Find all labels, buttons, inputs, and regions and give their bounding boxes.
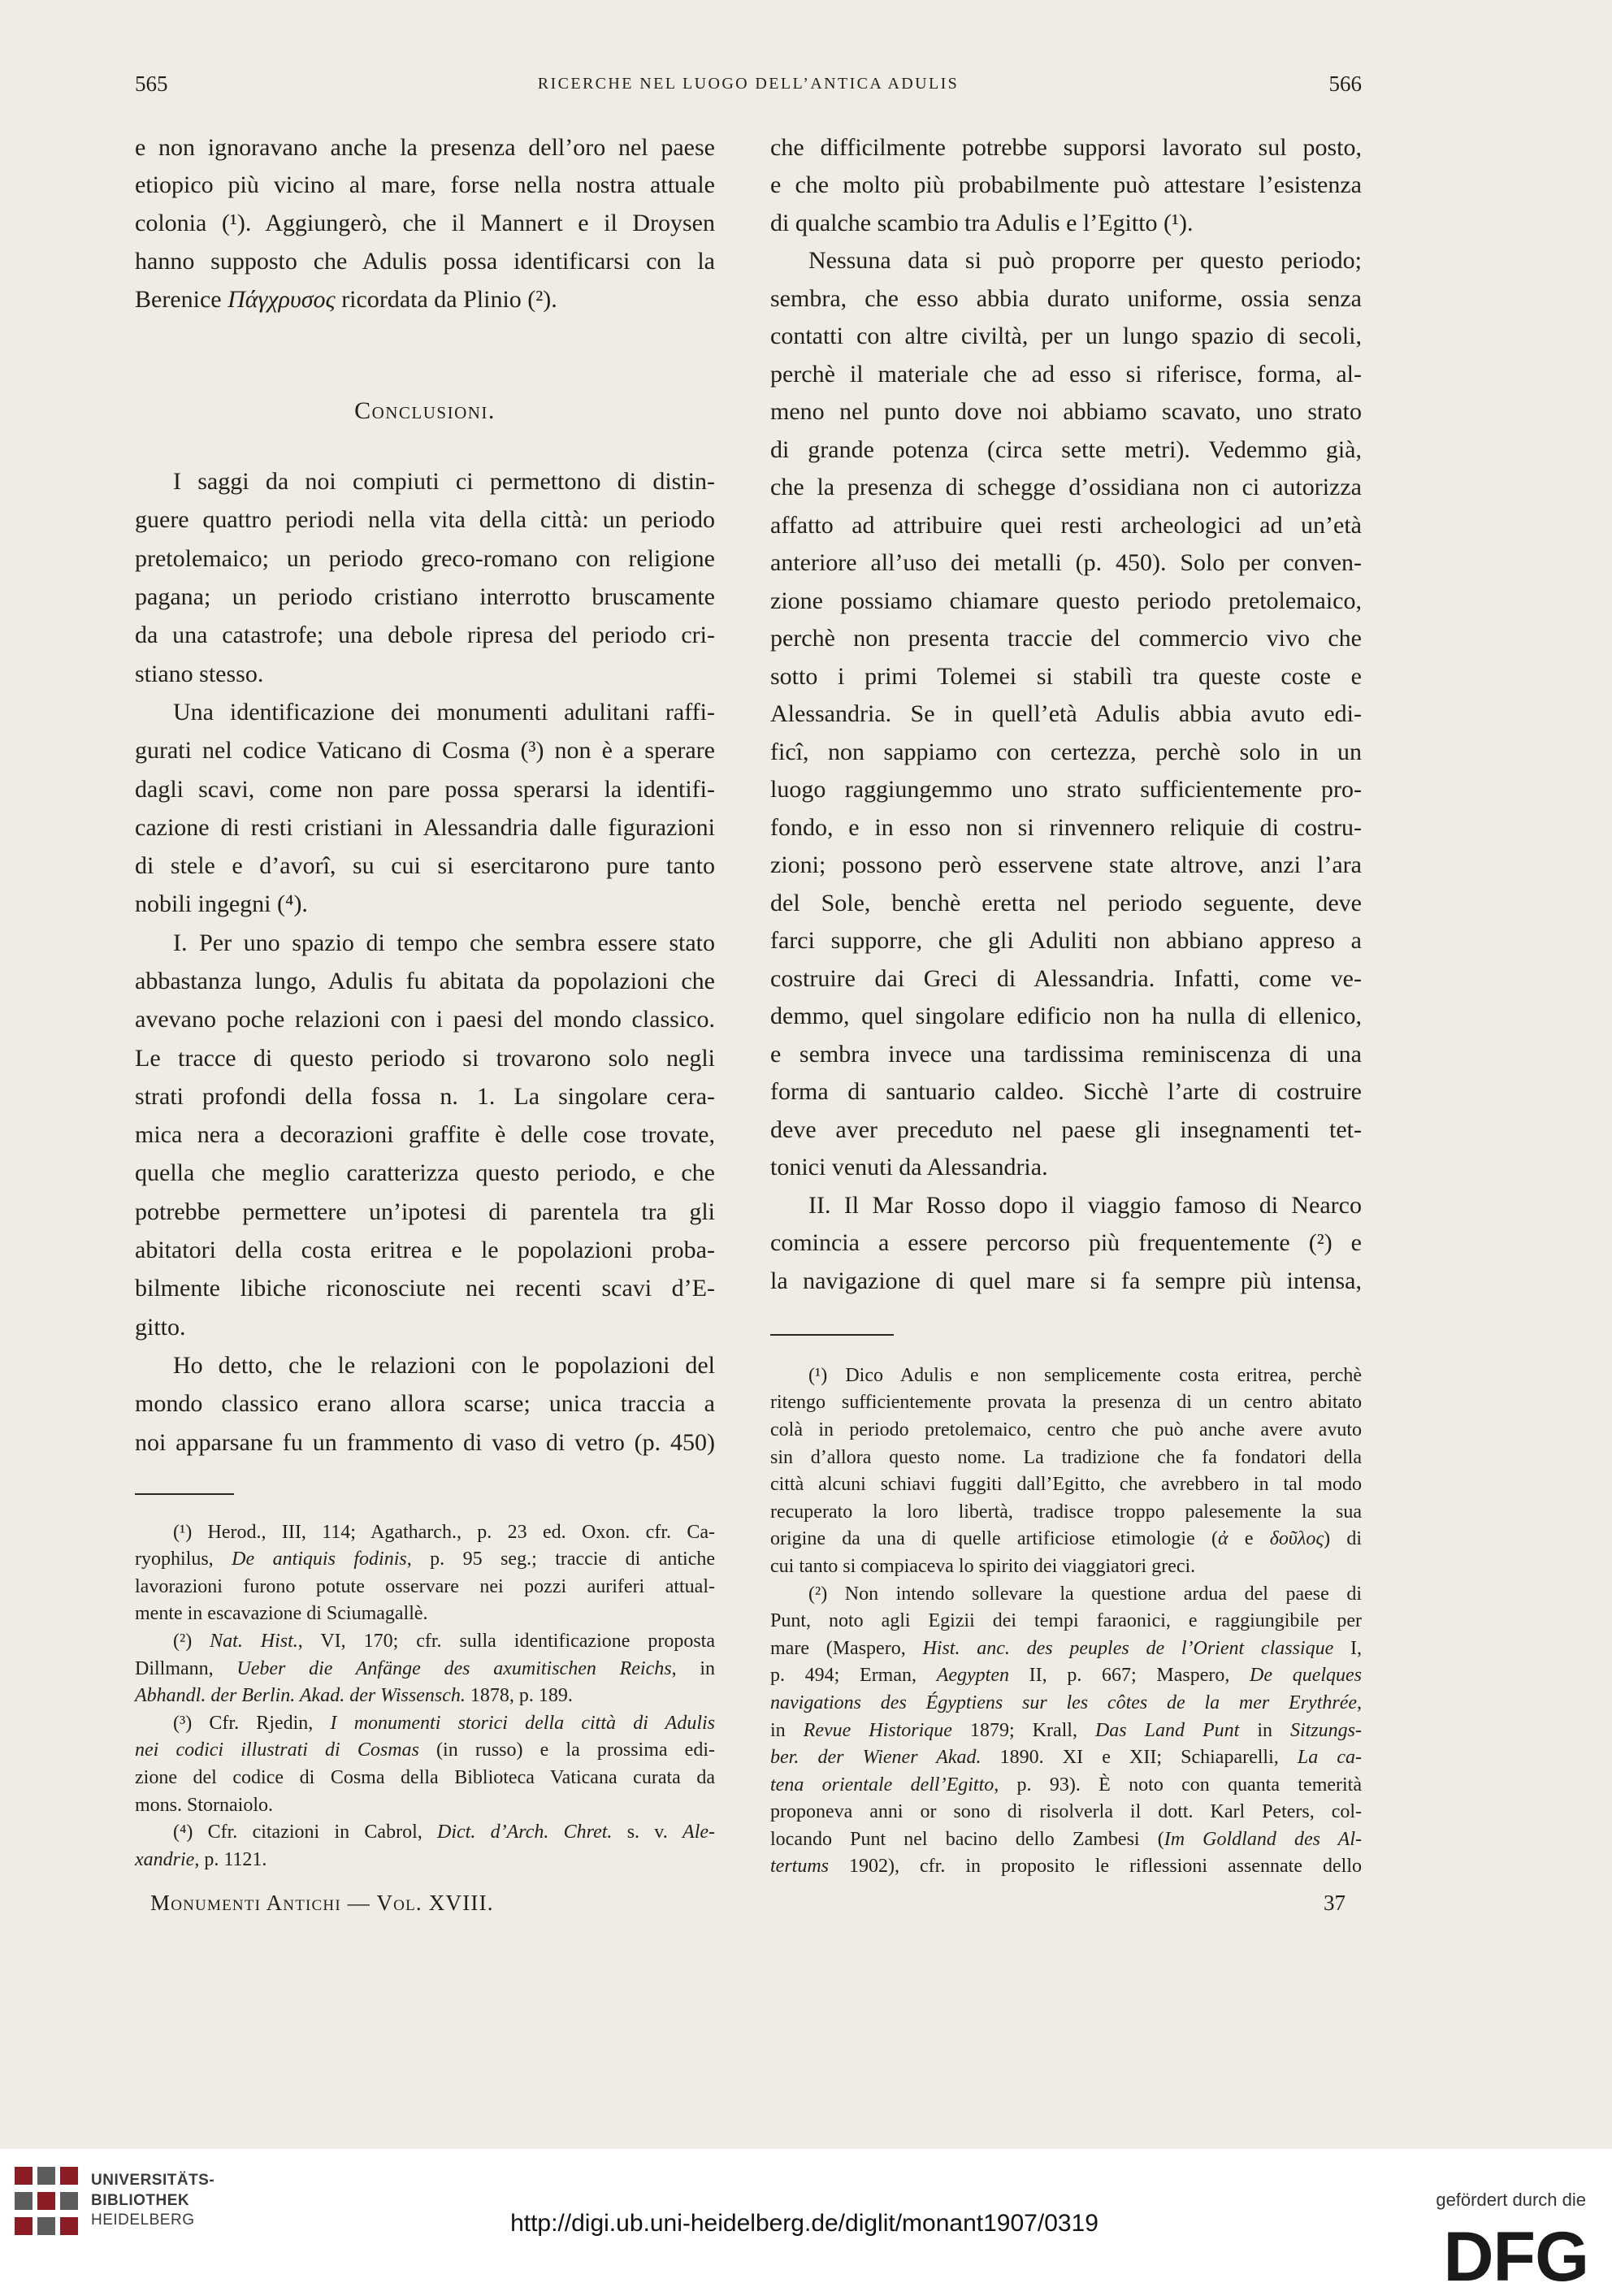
text-run: mondo classico erano allora scarse; unica traccia a — [135, 1390, 715, 1418]
ub-heidelberg-logo-icon[interactable] — [11, 2164, 81, 2238]
text-run: perchè il materiale che ad esso si riferisce, forma, al- — [770, 360, 1362, 388]
text-run: gitto. — [135, 1313, 186, 1341]
text-run: ricordata da Plinio (²). — [335, 285, 557, 313]
text-line — [135, 1384, 715, 1423]
italic-run: La ca- — [1297, 1747, 1363, 1769]
text-run: s. v. — [612, 1822, 683, 1843]
text-run: che la presenza di schegge d’ossidiana non ci autorizza — [770, 474, 1362, 501]
italic-run: Dict. d’Arch. Chret. — [437, 1822, 613, 1843]
text-run: ficî, non sappiamo con certezza, perchè solo in un — [770, 738, 1362, 765]
italic-run: Ale- — [682, 1822, 716, 1843]
footnote-line — [770, 1581, 1362, 1609]
italic-run: ber. der Wiener Akad. — [770, 1747, 982, 1769]
footnote-line — [135, 1765, 715, 1792]
text-line — [135, 616, 715, 654]
italic-run: I monumenti storici della città di Adulis — [330, 1712, 715, 1734]
footnote-separator — [135, 1493, 234, 1495]
text-line — [770, 1224, 1362, 1263]
text-run: e non ignoravano anche la presenza dell’oro nel paese — [135, 133, 715, 161]
text-line — [135, 693, 715, 731]
text-run: che difficilmente potrebbe supporsi lavorato sul posto, — [770, 133, 1362, 161]
page-number-right: 566 — [1328, 71, 1362, 96]
text-run: , VI, 170; cfr. sulla identificazione proposta — [297, 1630, 715, 1652]
text-run: I, — [1333, 1637, 1362, 1659]
italic-run: Im Goldland des Al- — [1164, 1828, 1362, 1850]
signature-number: 37 — [1324, 1891, 1346, 1915]
text-run: , p. 93). È noto con quanta temerità — [994, 1774, 1362, 1796]
text-run: Una identificazione dei monumenti adulitani raffi- — [173, 698, 715, 726]
text-run: affatto ad attribuire quei resti archeologici ad un’età — [770, 511, 1362, 539]
text-line — [135, 1154, 715, 1192]
footnote-line — [770, 1526, 1362, 1553]
footnote-line — [135, 1546, 715, 1574]
text-run: mente in escavazione di Sciumagallè. — [135, 1603, 428, 1625]
text-run: contatti con altre civiltà, per un lungo spazio di secoli, — [770, 323, 1362, 350]
text-run: e che molto più probabilmente può attestare l’esistenza — [770, 171, 1362, 199]
text-line — [135, 847, 715, 885]
text-run: locando Punt nel bacino dello Zambesi ( — [770, 1828, 1164, 1850]
footnote — [135, 1710, 715, 1819]
italic-run: ἀ — [1217, 1528, 1228, 1550]
text-run: stiano stesso. — [135, 660, 264, 687]
footnote-line — [770, 1772, 1362, 1800]
text-line — [135, 962, 715, 1000]
text-run: colà in periodo pretolemaico, centro che può anche avere avuto — [770, 1419, 1362, 1440]
text-run: luogo raggiungemmo uno strato sufficientemente pro- — [770, 776, 1362, 804]
italic-run: navigations des Égyptiens sur les côtes de la mer Erythrée, — [770, 1692, 1362, 1713]
text-run: città alcuni schiavi fuggiti dall’Egitto, che avrebbero in tal modo — [770, 1474, 1362, 1496]
text-line — [135, 167, 715, 205]
text-line — [770, 1149, 1362, 1187]
footnote-separator — [770, 1334, 894, 1336]
text-run: , in — [671, 1657, 715, 1679]
footnote-line — [135, 1710, 715, 1738]
text-run: (¹) Herod., III, 114; Agatharch., p. 23 ed. Oxon. cfr. Ca- — [173, 1521, 715, 1543]
text-run: avevano poche relazioni con i paesi del mondo classico. — [135, 1006, 715, 1033]
text-line — [770, 507, 1362, 545]
footnote-line — [135, 1819, 715, 1847]
text-run: guere quattro periodi nella vita della città: un periodo — [135, 506, 715, 534]
text-line — [770, 129, 1362, 167]
text-run: e sembra invece una tardissima reminiscenza di una — [770, 1040, 1362, 1068]
text-run: II, p. 667; Maspero, — [1008, 1665, 1250, 1687]
text-run: etiopico più vicino al mare, forse nella nostra attuale — [135, 171, 715, 199]
library-name[interactable] — [91, 2171, 214, 2231]
text-run: abbastanza lungo, Adulis fu abitata da popolazioni che — [135, 968, 715, 994]
text-run: Punt, noto agli Egizii dei tempi faraonici, e raggiungibile per — [770, 1610, 1362, 1632]
footnote-line — [135, 1601, 715, 1628]
text-line — [770, 544, 1362, 583]
text-line — [770, 167, 1362, 205]
italic-run: Πάγχρυσος — [228, 285, 336, 313]
footnote — [135, 1519, 715, 1628]
text-run: cazione di resti cristiani in Alessandria dalle figurazioni — [135, 813, 715, 841]
text-line — [770, 356, 1362, 394]
text-line — [770, 998, 1362, 1036]
paragraph — [135, 693, 715, 924]
italic-run: δοῦλος — [1269, 1528, 1324, 1550]
text-line — [770, 1036, 1362, 1074]
left-column-intro — [135, 129, 715, 319]
text-line — [135, 1000, 715, 1038]
text-run: hanno supposto che Adulis possa identificarsi con la — [135, 247, 715, 275]
text-line — [135, 462, 715, 500]
right-footnotes — [770, 1362, 1362, 1881]
text-line — [770, 318, 1362, 356]
footnote-line — [135, 1628, 715, 1656]
footnote-line — [135, 1792, 715, 1820]
footnote-line — [770, 1417, 1362, 1445]
text-line — [135, 500, 715, 539]
text-run: (⁴) Cfr. citazioni in Cabrol, — [173, 1822, 438, 1843]
text-run: forma di santuario caldeo. Sicchè l’arte di costruire — [770, 1078, 1362, 1106]
text-run: fondo, e in esso non si rinvennero reliquie di costru- — [770, 813, 1362, 841]
text-run: e — [1228, 1528, 1270, 1550]
text-run: di stele e d’avorî, su cui si esercitarono pure tanto — [135, 852, 715, 880]
paragraph — [135, 924, 715, 1346]
text-run: perchè non presenta traccie del commercio vivo che — [770, 625, 1362, 652]
text-run: pretolemaico; un periodo greco-romano con religione — [135, 544, 715, 572]
text-run: 1890. XI e XII; Schiaparelli, — [981, 1747, 1298, 1769]
dfg-logo[interactable]: DFG — [1443, 2218, 1588, 2296]
footnote-line — [770, 1389, 1362, 1417]
text-run: anteriore all’uso dei metalli (p. 450). Solo per conven- — [770, 549, 1362, 577]
paragraph — [770, 242, 1362, 1187]
text-run: 1878, p. 189. — [465, 1685, 573, 1707]
text-run: ritengo sufficientemente provata la presenza di un centro abitato — [770, 1392, 1362, 1414]
text-line — [770, 1073, 1362, 1111]
text-run: origine da una di quelle artificiose etimologie ( — [770, 1528, 1218, 1550]
text-run: dagli scavi, come non pare possa sperarsi la identifi- — [135, 775, 715, 803]
text-run: strati profondi della fossa n. 1. La singolare cera- — [135, 1082, 715, 1110]
text-line — [135, 1193, 715, 1231]
text-line — [770, 1111, 1362, 1150]
italic-run: De quelques — [1250, 1665, 1363, 1687]
text-run: noi apparsane fu un frammento di vaso di vetro (p. 450) — [135, 1428, 715, 1456]
library-name-line: UNIVERSITÄTS- — [91, 2172, 215, 2189]
text-line — [770, 658, 1362, 696]
italic-run: Hist. anc. des peuples de l’Orient classique — [922, 1637, 1334, 1659]
text-run: p. 494; Erman, — [770, 1665, 937, 1687]
text-line — [135, 539, 715, 578]
text-line — [770, 205, 1362, 243]
paragraph — [135, 462, 715, 693]
paragraph — [135, 1346, 715, 1462]
footnote — [770, 1581, 1362, 1882]
text-line — [770, 242, 1362, 280]
text-run: comincia a essere percorso più frequentemente (²) e — [770, 1229, 1362, 1257]
text-line — [770, 734, 1362, 772]
text-run: sotto i primi Tolemei si stabilì tra queste coste e — [770, 662, 1362, 690]
footnote-line — [770, 1553, 1362, 1581]
text-run: Nessuna data si può proporre per questo periodo; — [808, 247, 1362, 275]
text-run: I saggi da noi compiuti ci permettono di distin- — [173, 468, 715, 496]
text-run: Le tracce di questo periodo si trovarono solo negli — [135, 1044, 715, 1072]
text-line — [135, 243, 715, 281]
italic-run: Das Land Punt — [1094, 1719, 1240, 1741]
text-run: (²) Non intendo sollevare la questione ardua del paese di — [808, 1583, 1362, 1605]
text-run: del Sole, benchè eretta nel periodo seguente, deve — [770, 889, 1362, 916]
text-run: meno nel punto dove noi abbiamo scavato, uno strato — [770, 398, 1362, 426]
text-run: 1902), cfr. in proposito le riflessioni assennate dello — [829, 1856, 1362, 1878]
text-run: nobili ingegni (⁴). — [135, 890, 308, 918]
italic-run: tertums — [770, 1856, 829, 1878]
footnote-line — [770, 1445, 1362, 1472]
paragraph — [135, 129, 715, 319]
text-run: (in russo) e la prossima edi- — [418, 1739, 715, 1761]
text-line — [135, 1346, 715, 1384]
text-run: I. Per uno spazio di tempo che sembra essere stato — [173, 929, 715, 956]
library-name-line: BIBLIOTHEK — [91, 2191, 190, 2209]
footnote-line — [770, 1608, 1362, 1635]
text-line — [135, 924, 715, 962]
text-run: II. Il Mar Rosso dopo il viaggio famoso di Nearco — [808, 1191, 1362, 1219]
text-run: tonici venuti da Alessandria. — [770, 1154, 1048, 1181]
text-line — [770, 922, 1362, 960]
paragraph — [770, 129, 1362, 243]
text-run: in — [1239, 1719, 1290, 1741]
text-line — [135, 885, 715, 923]
text-line — [135, 655, 715, 693]
text-line — [135, 1269, 715, 1307]
footnote — [135, 1628, 715, 1710]
page-number-left: 565 — [135, 71, 168, 96]
volume-footer: Monumenti Antichi — Vol. XVIII. — [150, 1891, 494, 1915]
text-line — [135, 808, 715, 847]
text-line — [770, 620, 1362, 658]
text-run: zione del codice di Cosma della Biblioteca Vaticana curata da — [135, 1766, 715, 1788]
text-run: ryophilus, — [135, 1549, 232, 1570]
text-run: deve aver preceduto nel paese gli insegnamenti tet- — [770, 1116, 1362, 1143]
text-line — [135, 281, 715, 319]
text-line — [770, 695, 1362, 734]
footnote-line — [135, 1656, 715, 1683]
text-run: (¹) Dico Adulis e non semplicemente costa eritrea, perchè — [808, 1364, 1362, 1386]
text-run: di qualche scambio tra Adulis e l’Egitto (¹). — [770, 209, 1194, 236]
text-run: abitatori della costa eritrea e le popolazioni proba- — [135, 1237, 715, 1264]
italic-run: Revue Historique — [803, 1719, 952, 1741]
text-line — [135, 770, 715, 808]
text-line — [770, 280, 1362, 318]
running-title: RICERCHE NEL LUOGO DELL’ANTICA ADULIS — [537, 75, 960, 93]
italic-run: xandrie — [135, 1848, 195, 1870]
text-run: di grande potenza (circa sette metri). Vedemmo già, — [770, 435, 1362, 463]
footnote-line — [135, 1519, 715, 1547]
text-line — [135, 1077, 715, 1116]
text-run: zione possiamo chiamare questo periodo pretolemaico, — [770, 587, 1362, 614]
text-run: gurati nel codice Vaticano di Cosma (³) non è a sperare — [135, 737, 715, 765]
left-footnotes — [135, 1519, 715, 1874]
text-run: Ho detto, che le relazioni con le popolazioni del — [173, 1351, 715, 1379]
footnote-line — [770, 1362, 1362, 1390]
footnote — [770, 1362, 1362, 1581]
text-line — [135, 731, 715, 769]
footnote-line — [770, 1690, 1362, 1718]
text-run: recuperato la loro libertà, tradisce troppo palesemente la sua — [770, 1501, 1362, 1523]
footnote-line — [770, 1471, 1362, 1499]
text-run: mons. Stornaiolo. — [135, 1794, 274, 1816]
text-line — [135, 1308, 715, 1346]
text-line — [770, 393, 1362, 431]
italic-run: nei codici illustrati di Cosmas — [135, 1739, 419, 1761]
text-run: cui tanto si compiaceva lo spirito dei viaggiatori greci. — [770, 1555, 1196, 1577]
text-run: sin d’allora questo nome. La tradizione che fa fondatori della — [770, 1446, 1362, 1468]
text-line — [135, 1231, 715, 1269]
footnote-line — [770, 1662, 1362, 1690]
footnote-line — [770, 1499, 1362, 1527]
italic-run: Abhandl. der Berlin. Akad. der Wissensch. — [135, 1685, 466, 1707]
footnote-line — [770, 1799, 1362, 1826]
text-line — [770, 583, 1362, 621]
footnote-line — [135, 1683, 715, 1710]
text-run: , p. 1121. — [194, 1848, 267, 1870]
text-line — [770, 847, 1362, 885]
footnote-line — [770, 1744, 1362, 1772]
text-run: bilmente libiche riconosciute nei recenti scavi d’E- — [135, 1275, 715, 1302]
text-run: costruire dai Greci di Alessandria. Infatti, come ve- — [770, 964, 1362, 992]
text-line — [135, 578, 715, 616]
italic-run: Sitzungs- — [1289, 1719, 1362, 1741]
text-run: Berenice — [135, 285, 228, 313]
text-line — [770, 960, 1362, 999]
text-line — [770, 431, 1362, 470]
text-run: quella che meglio caratterizza questo periodo, e che — [135, 1159, 715, 1187]
text-run: lavorazioni furono potute osservare nei pozzi auriferi attual- — [135, 1575, 715, 1597]
text-run: ) di — [1324, 1528, 1362, 1550]
left-column-body — [135, 462, 715, 1462]
text-line — [135, 205, 715, 243]
text-run: proponeva anni or sono di risolverla il dott. Karl Peters, col- — [770, 1801, 1362, 1823]
text-run: demmo, quel singolare edificio non ha nulla di ellenico, — [770, 1003, 1362, 1030]
text-line — [770, 885, 1362, 923]
text-run: in — [770, 1719, 804, 1741]
funding-note: gefördert durch die — [1436, 2190, 1586, 2210]
text-run: mare (Maspero, — [770, 1637, 923, 1659]
text-line — [770, 771, 1362, 809]
footnote-line — [135, 1847, 715, 1874]
text-line — [135, 129, 715, 167]
text-run: sembra, che esso abbia durato uniforme, ossia senza — [770, 284, 1362, 312]
text-run: , p. 95 seg.; traccie di antiche — [406, 1549, 716, 1570]
text-run: Dillmann, — [135, 1657, 237, 1679]
text-line — [135, 1423, 715, 1462]
footnote-line — [770, 1826, 1362, 1854]
section-heading: Conclusioni. — [354, 397, 496, 424]
text-run: 1879; Krall, — [951, 1719, 1095, 1741]
footnote — [135, 1819, 715, 1874]
italic-run: tena orientale dell’Egitto — [770, 1774, 994, 1796]
text-line — [770, 1187, 1362, 1225]
italic-run: Nat. Hist. — [210, 1630, 298, 1652]
text-run: (²) — [173, 1630, 210, 1652]
text-run: pagana; un periodo cristiano interrotto bruscamente — [135, 583, 715, 611]
italic-run: Aegypten — [936, 1665, 1009, 1687]
italic-run: De antiquis fodinis — [232, 1549, 407, 1570]
text-run: potrebbe permettere un’ipotesi di parentela tra gli — [135, 1198, 715, 1225]
text-run: la navigazione di quel mare si fa sempre più intensa, — [770, 1267, 1362, 1294]
text-run: colonia (¹). Aggiungerò, che il Mannert e il Droysen — [135, 210, 715, 237]
text-run: (³) Cfr. Rjedin, — [173, 1712, 331, 1734]
paragraph — [770, 1187, 1362, 1301]
italic-run: Ueber die Anfänge des axumitischen Reichs — [236, 1657, 672, 1679]
text-line — [770, 1263, 1362, 1301]
text-line — [135, 1039, 715, 1077]
text-run: farci supporre, che gli Aduliti non abbiano appreso a — [770, 927, 1362, 955]
footnote-line — [770, 1635, 1362, 1663]
footnote-line — [135, 1574, 715, 1601]
text-run: Alessandria. Se in quell’età Adulis abbia avuto edi- — [770, 700, 1362, 728]
text-run: mica nera a decorazioni graffite è delle cose trovate, — [135, 1121, 715, 1149]
permalink-url[interactable]: http://digi.ub.uni-heidelberg.de/diglit/monant1907/0319 — [510, 2210, 1098, 2237]
text-line — [770, 469, 1362, 507]
text-run: da una catastrofe; una debole ripresa del periodo cri- — [135, 622, 715, 649]
text-run: zioni; possono però esservene state altrove, anzi l’ara — [770, 851, 1362, 879]
text-line — [770, 809, 1362, 847]
library-name-line: HEIDELBERG — [91, 2212, 195, 2229]
text-line — [135, 1116, 715, 1154]
footnote-line — [135, 1737, 715, 1765]
right-column-body — [770, 129, 1362, 1301]
footnote-line — [770, 1853, 1362, 1881]
footnote-line — [770, 1718, 1362, 1745]
